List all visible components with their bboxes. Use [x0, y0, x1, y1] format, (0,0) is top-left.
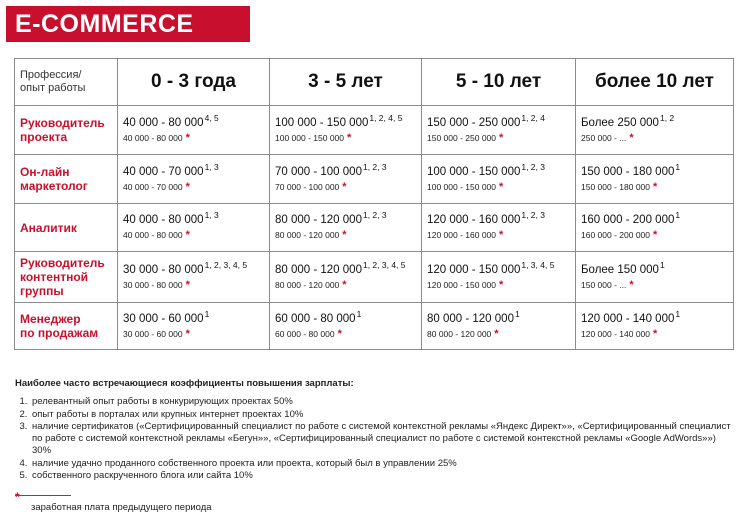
list-item: 3. наличие сертификатов («Сертифицированный специалист по работе с системой контекстной рекламы «Яндекс Директ»», «Сертифицированный специалист по работе с системой контекстной рекламы «Бегун»», «Сертифицированный специалист по работе с системой контекстной рекламы «Google AdWords»») 30%	[30, 421, 735, 458]
coefficients-notes	[15, 378, 735, 482]
coefficient-refs: 1, 3, 4, 5	[521, 259, 555, 270]
salary-cell	[422, 303, 576, 350]
salary-cell	[422, 252, 576, 303]
coefficient-refs: 1, 2, 3	[362, 210, 387, 220]
previous-salary-range: 60 000 - 80 000	[275, 328, 335, 339]
previous-salary-range: 120 000 - 150 000	[427, 279, 497, 290]
salary-range: 150 000 - 180 000	[581, 165, 675, 178]
current-salary	[275, 210, 421, 226]
salary-cell	[422, 204, 576, 252]
previous-salary-range: 80 000 - 120 000	[427, 328, 492, 339]
salary-range: 120 000 - 150 000	[427, 263, 521, 276]
previous-salary	[123, 132, 269, 144]
current-salary	[123, 308, 269, 325]
previous-salary-range: 250 000 - ...	[581, 132, 627, 143]
column-header: более 10 лет	[576, 59, 734, 106]
previous-period-star: *	[499, 180, 504, 193]
coefficient-refs: 1	[675, 161, 681, 172]
current-salary	[275, 161, 421, 178]
previous-salary	[275, 181, 421, 193]
salary-table	[14, 58, 734, 350]
current-salary	[427, 161, 575, 178]
current-salary	[581, 161, 733, 178]
row-header	[15, 204, 118, 252]
previous-salary-range: 120 000 - 140 000	[581, 328, 651, 339]
footnote-divider	[15, 495, 71, 496]
coefficient-refs: 1	[356, 308, 362, 319]
row-header-line: по продажам	[20, 326, 99, 340]
corner-label-line: опыт работы	[20, 82, 86, 94]
row-header-line: Руководитель	[20, 116, 105, 130]
table-row	[15, 106, 734, 155]
previous-period-star: *	[347, 131, 352, 144]
salary-range: 120 000 - 140 000	[581, 312, 675, 325]
salary-cell	[270, 204, 422, 252]
previous-salary	[123, 279, 269, 291]
previous-salary	[427, 229, 575, 241]
coefficient-refs: 1	[675, 308, 681, 319]
previous-salary-range: 40 000 - 80 000	[123, 132, 183, 143]
salary-cell	[422, 155, 576, 204]
salary-cell	[576, 252, 734, 303]
current-salary	[275, 112, 421, 129]
salary-range: Более 150 000	[581, 263, 659, 276]
previous-salary-range: 80 000 - 120 000	[275, 279, 340, 290]
previous-period-star: *	[629, 278, 634, 291]
coefficient-refs: 1, 2, 3	[362, 161, 387, 172]
coefficient-refs: 1, 2, 4	[521, 112, 545, 123]
salary-range: 100 000 - 150 000	[427, 165, 521, 178]
previous-salary-range: 150 000 - ...	[581, 279, 627, 290]
salary-cell	[576, 204, 734, 252]
row-header-line: Руководитель	[20, 256, 105, 270]
salary-cell	[576, 155, 734, 204]
coefficient-refs: 1, 2, 3, 4, 5	[362, 259, 406, 270]
list-item: 4. наличие удачно проданного собственного проекта или проекта, который был в управлении 25%	[30, 458, 735, 470]
current-salary	[427, 259, 575, 276]
previous-salary-range: 40 000 - 80 000	[123, 230, 183, 240]
corner-label-line: Профессия/	[20, 69, 82, 81]
previous-salary-range: 120 000 - 160 000	[427, 230, 497, 240]
current-salary	[581, 259, 733, 276]
table-row	[15, 303, 734, 350]
column-header: 5 - 10 лет	[422, 59, 576, 106]
current-salary	[123, 259, 269, 276]
row-header-line: Менеджер	[20, 312, 81, 326]
previous-salary-range: 160 000 - 200 000	[581, 230, 651, 240]
salary-range: 160 000 - 200 000	[581, 214, 675, 226]
table-row	[15, 155, 734, 204]
coefficient-refs: 1, 2, 3	[521, 210, 545, 220]
notes-title: Наиболее часто встречающиеся коэффициенты повышения зарплаты:	[15, 378, 354, 389]
salary-cell	[270, 106, 422, 155]
previous-period-star: *	[653, 327, 658, 340]
salary-cell	[270, 303, 422, 350]
salary-range: 30 000 - 80 000	[123, 263, 204, 276]
salary-range: 80 000 - 120 000	[427, 312, 514, 325]
salary-range: 40 000 - 80 000	[123, 214, 204, 226]
previous-period-star: *	[494, 327, 499, 340]
current-salary	[123, 210, 269, 226]
coefficient-refs: 1, 2, 4, 5	[369, 112, 403, 123]
current-salary	[427, 308, 575, 325]
banner-title: E-COMMERCE	[15, 10, 194, 38]
salary-cell	[422, 106, 576, 155]
coefficient-refs: 4, 5	[204, 112, 219, 123]
current-salary	[123, 112, 269, 129]
previous-period-star: *	[185, 229, 190, 241]
salary-range: 60 000 - 80 000	[275, 312, 356, 325]
salary-range: 80 000 - 120 000	[275, 214, 362, 226]
previous-salary-range: 30 000 - 80 000	[123, 279, 183, 290]
previous-salary	[123, 229, 269, 241]
salary-range: Более 250 000	[581, 116, 659, 129]
footnote-star: *	[15, 490, 20, 504]
salary-range: 80 000 - 120 000	[275, 263, 362, 276]
previous-salary	[581, 132, 733, 144]
coefficient-refs: 1, 2, 3, 4, 5	[204, 259, 248, 270]
salary-cell	[270, 155, 422, 204]
corner-cell	[15, 59, 118, 106]
previous-period-star: *	[342, 229, 347, 241]
current-salary	[275, 259, 421, 276]
current-salary	[427, 112, 575, 129]
previous-salary	[275, 328, 421, 340]
coefficient-refs: 1	[514, 308, 520, 319]
row-header-line: группы	[20, 284, 64, 298]
previous-salary-range: 70 000 - 100 000	[275, 181, 340, 192]
previous-salary	[427, 328, 575, 340]
previous-salary	[581, 229, 733, 241]
table-header-row	[15, 59, 734, 106]
list-item: 5. собственного раскрученного блога или сайта 10%	[30, 470, 735, 482]
salary-range: 40 000 - 70 000	[123, 165, 204, 178]
previous-salary-range: 30 000 - 60 000	[123, 328, 183, 339]
coefficient-refs: 1, 3	[204, 210, 219, 220]
row-header	[15, 252, 118, 303]
salary-cell	[118, 155, 270, 204]
previous-period-star: *	[185, 278, 190, 291]
previous-salary-range: 40 000 - 70 000	[123, 181, 183, 192]
previous-salary-range: 100 000 - 150 000	[275, 132, 345, 143]
previous-salary	[581, 181, 733, 193]
previous-period-star: *	[629, 131, 634, 144]
current-salary	[581, 112, 733, 129]
column-header: 3 - 5 лет	[270, 59, 422, 106]
current-salary	[123, 161, 269, 178]
salary-cell	[118, 204, 270, 252]
salary-cell	[118, 106, 270, 155]
previous-period-star: *	[185, 180, 190, 193]
previous-period-star: *	[185, 131, 190, 144]
row-header	[15, 303, 118, 350]
previous-salary	[123, 181, 269, 193]
salary-cell	[118, 303, 270, 350]
row-header	[15, 106, 118, 155]
previous-period-star: *	[337, 327, 342, 340]
previous-period-star: *	[499, 229, 504, 241]
row-header	[15, 155, 118, 204]
previous-period-star: *	[653, 180, 658, 193]
previous-salary	[427, 279, 575, 291]
coefficient-refs: 1, 3	[204, 161, 219, 172]
current-salary	[581, 308, 733, 325]
row-header-line: Аналитик	[20, 220, 77, 235]
salary-cell	[270, 252, 422, 303]
current-salary	[275, 308, 421, 325]
previous-period-star: *	[499, 131, 504, 144]
salary-range: 120 000 - 160 000	[427, 214, 521, 226]
previous-salary	[275, 279, 421, 291]
row-header-line: контентной	[20, 270, 89, 284]
previous-period-star: *	[185, 327, 190, 340]
previous-period-star: *	[342, 180, 347, 193]
previous-period-star: *	[653, 229, 658, 241]
current-salary	[427, 210, 575, 226]
salary-range: 40 000 - 80 000	[123, 116, 204, 129]
coefficient-refs: 1	[659, 259, 665, 270]
list-item: 1. релевантный опыт работы в конкурирующих проектах 50%	[30, 396, 735, 408]
salary-range: 30 000 - 60 000	[123, 312, 204, 325]
previous-salary-range: 150 000 - 180 000	[581, 181, 651, 192]
footnote-text: заработная плата предыдущего периода	[31, 502, 212, 513]
salary-range: 150 000 - 250 000	[427, 116, 521, 129]
salary-range: 100 000 - 150 000	[275, 116, 369, 129]
table-row	[15, 204, 734, 252]
coefficient-refs: 1	[204, 308, 210, 319]
current-salary	[581, 210, 733, 226]
previous-salary	[123, 328, 269, 340]
ecommerce-banner	[6, 6, 250, 42]
coefficient-refs: 1	[675, 210, 681, 220]
previous-salary	[275, 132, 421, 144]
row-header-line: проекта	[20, 130, 68, 144]
coefficient-refs: 1, 2, 3	[521, 161, 545, 172]
column-header: 0 - 3 года	[118, 59, 270, 106]
row-header-line: Он-лайн	[20, 165, 70, 179]
previous-salary	[581, 279, 733, 291]
salary-cell	[576, 106, 734, 155]
coefficient-refs: 1, 2	[659, 112, 675, 123]
previous-salary	[427, 132, 575, 144]
salary-cell	[118, 252, 270, 303]
previous-salary	[427, 181, 575, 193]
previous-period-star: *	[499, 278, 504, 291]
salary-cell	[576, 303, 734, 350]
table-row	[15, 252, 734, 303]
coefficients-list	[15, 396, 735, 482]
previous-salary	[275, 229, 421, 241]
previous-period-star: *	[342, 278, 347, 291]
previous-salary	[581, 328, 733, 340]
previous-salary-range: 100 000 - 150 000	[427, 181, 497, 192]
salary-range: 70 000 - 100 000	[275, 165, 362, 178]
previous-salary-range: 150 000 - 250 000	[427, 132, 497, 143]
row-header-line: маркетолог	[20, 179, 88, 193]
list-item: 2. опыт работы в порталах или крупных интернет проектах 10%	[30, 409, 735, 421]
previous-salary-range: 80 000 - 120 000	[275, 230, 340, 240]
